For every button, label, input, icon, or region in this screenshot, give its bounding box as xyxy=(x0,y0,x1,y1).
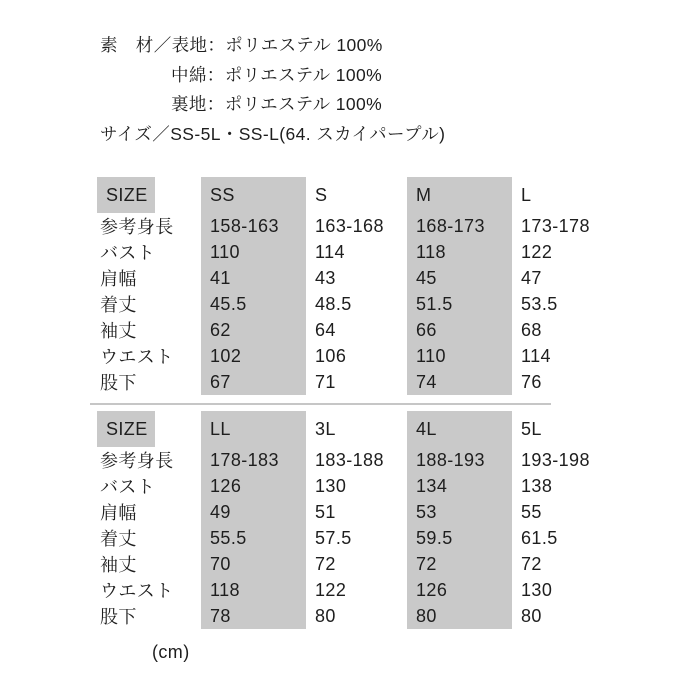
measurement-value-cell: 158-163 xyxy=(201,213,306,239)
measurement-value-cell: 49 xyxy=(201,499,306,525)
measurement-label: 袖丈 xyxy=(100,321,137,341)
size-name-cell: LL xyxy=(201,411,306,447)
measurement-value-cell: 173-178 xyxy=(521,215,590,236)
material-outer-text: 表地：ポリエステル 100% xyxy=(171,35,383,55)
material-line-padding xyxy=(100,61,445,91)
unit-note: (cm) xyxy=(152,642,190,662)
measurement-value-cell: 45.5 xyxy=(201,291,306,317)
measurement-label: バスト xyxy=(100,477,156,497)
measurement-label: ウエスト xyxy=(100,581,174,601)
measurement-value-cell: 130 xyxy=(315,475,347,496)
measurement-value-cell: 183-188 xyxy=(315,449,384,470)
measurement-value-cell: 80 xyxy=(315,605,336,626)
size-header-label-cell xyxy=(97,177,201,213)
measurement-value-cell: 57.5 xyxy=(315,527,352,548)
size-table-ss-to-l xyxy=(97,177,610,395)
size-header-label-cell xyxy=(97,411,201,447)
size-range-text: サイズ／SS-5L・SS-L(64. スカイパープル) xyxy=(100,123,446,144)
measurement-label: 着丈 xyxy=(100,295,137,315)
measurement-value-cell: 126 xyxy=(201,473,306,499)
measurement-value-cell: 168-173 xyxy=(407,213,512,239)
measurement-value-cell: 41 xyxy=(201,265,306,291)
size-name-cell: 5L xyxy=(521,418,542,439)
measurement-value-cell: 122 xyxy=(521,241,553,262)
measurement-label: 股下 xyxy=(100,373,137,393)
measurement-value-cell: 68 xyxy=(521,319,542,340)
size-name-cell: SS xyxy=(201,177,306,213)
measurement-label: 袖丈 xyxy=(100,555,137,575)
material-lining-text: 裏地：ポリエステル 100% xyxy=(171,94,383,114)
measurement-label: 参考身長 xyxy=(100,451,174,471)
measurement-value-cell: 163-168 xyxy=(315,215,384,236)
size-name-cell: 3L xyxy=(315,418,336,439)
material-line-outer xyxy=(100,31,445,61)
measurement-value-cell: 53 xyxy=(407,499,512,525)
measurement-value-cell: 193-198 xyxy=(521,449,590,470)
size-header-chip: SIZE xyxy=(97,411,155,447)
measurement-value-cell: 138 xyxy=(521,475,553,496)
measurement-value-cell: 78 xyxy=(201,603,306,629)
measurement-value-cell: 67 xyxy=(201,369,306,395)
size-name-cell: M xyxy=(407,177,512,213)
measurement-value-cell: 134 xyxy=(407,473,512,499)
measurement-label: 参考身長 xyxy=(100,217,174,237)
measurement-value-cell: 72 xyxy=(315,553,336,574)
measurement-value-cell: 64 xyxy=(315,319,336,340)
size-range-line xyxy=(100,120,445,150)
measurement-value-cell: 45 xyxy=(407,265,512,291)
measurement-value-cell: 114 xyxy=(315,241,345,262)
measurement-value-cell: 76 xyxy=(521,371,542,392)
measurement-label: 肩幅 xyxy=(100,503,137,523)
measurement-value-cell: 61.5 xyxy=(521,527,558,548)
measurement-value-cell: 47 xyxy=(521,267,542,288)
measurement-value-cell: 59.5 xyxy=(407,525,512,551)
size-name-cell: 4L xyxy=(407,411,512,447)
measurement-label: ウエスト xyxy=(100,347,174,367)
measurement-value-cell: 74 xyxy=(407,369,512,395)
measurement-value-cell: 66 xyxy=(407,317,512,343)
measurement-value-cell: 70 xyxy=(201,551,306,577)
measurement-value-cell: 55.5 xyxy=(201,525,306,551)
measurement-value-cell: 72 xyxy=(521,553,542,574)
size-name-cell: S xyxy=(315,184,328,205)
measurement-value-cell: 110 xyxy=(407,343,512,369)
measurement-label: 股下 xyxy=(100,607,137,627)
measurement-value-cell: 51 xyxy=(315,501,336,522)
material-info xyxy=(100,31,445,149)
measurement-value-cell: 55 xyxy=(521,501,542,522)
size-name-cell: L xyxy=(521,184,532,205)
table-divider xyxy=(90,403,551,405)
measurement-value-cell: 114 xyxy=(521,345,551,366)
measurement-value-cell: 106 xyxy=(315,345,347,366)
measurement-value-cell: 72 xyxy=(407,551,512,577)
measurement-value-cell: 53.5 xyxy=(521,293,558,314)
measurement-value-cell: 51.5 xyxy=(407,291,512,317)
measurement-value-cell: 118 xyxy=(407,239,512,265)
measurement-value-cell: 110 xyxy=(201,239,306,265)
measurement-value-cell: 102 xyxy=(201,343,306,369)
material-padding-text: 中綿：ポリエステル 100% xyxy=(171,64,383,85)
measurement-value-cell: 80 xyxy=(521,605,542,626)
size-header-chip: SIZE xyxy=(97,177,155,213)
measurement-value-cell: 130 xyxy=(521,579,553,600)
material-line-lining xyxy=(100,90,445,120)
measurement-value-cell: 178-183 xyxy=(201,447,306,473)
measurement-value-cell: 118 xyxy=(201,577,306,603)
measurement-value-cell: 48.5 xyxy=(315,293,352,314)
measurement-value-cell: 188-193 xyxy=(407,447,512,473)
measurement-value-cell: 126 xyxy=(407,577,512,603)
size-table-ll-to-5l xyxy=(97,411,610,629)
measurement-value-cell: 43 xyxy=(315,267,336,288)
measurement-label: 着丈 xyxy=(100,529,137,549)
measurement-label: バスト xyxy=(100,243,156,263)
material-label: 素 材／ xyxy=(100,35,172,55)
measurement-value-cell: 80 xyxy=(407,603,512,629)
measurement-value-cell: 71 xyxy=(315,371,336,392)
measurement-label: 肩幅 xyxy=(100,269,137,289)
measurement-value-cell: 62 xyxy=(201,317,306,343)
measurement-value-cell: 122 xyxy=(315,579,347,600)
